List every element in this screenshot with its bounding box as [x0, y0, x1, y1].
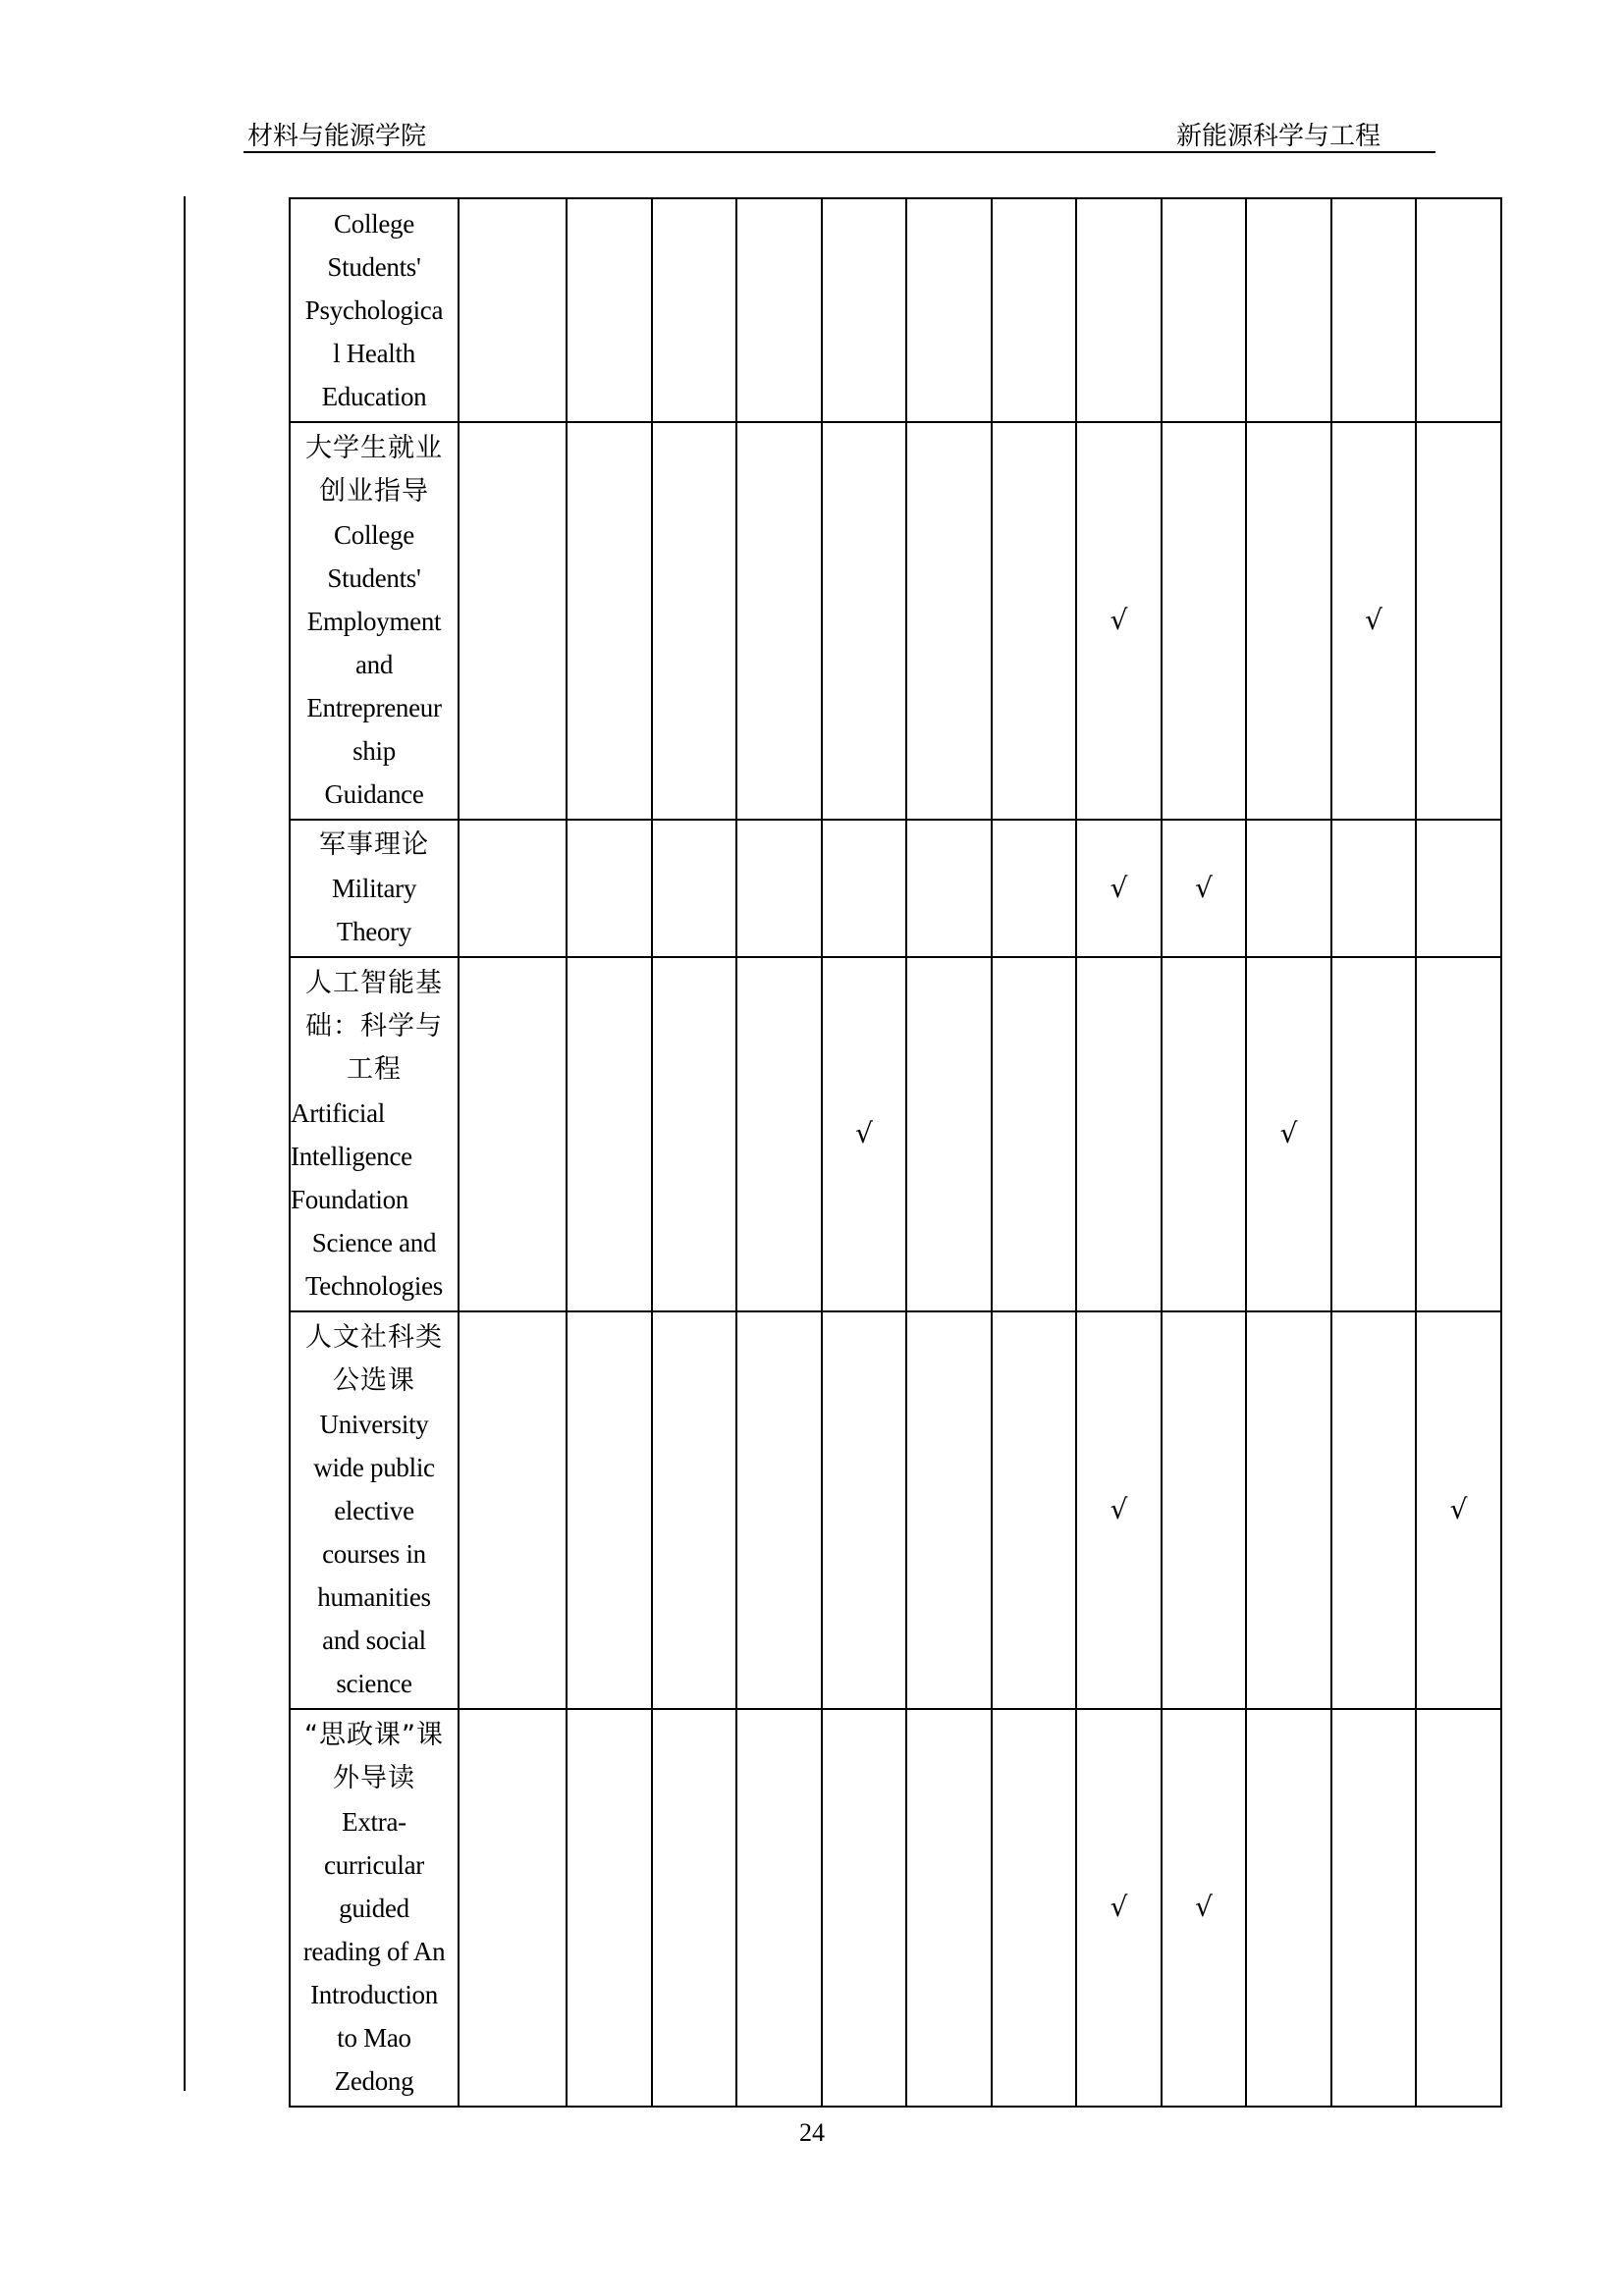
- requirement-cell: [736, 820, 822, 957]
- table-row: [290, 957, 1501, 1311]
- course-name-en-line: Zedong: [334, 2065, 414, 2096]
- requirement-cell: [906, 422, 992, 820]
- requirement-cell: [567, 1709, 652, 2107]
- course-name-en-line: Intelligence: [291, 1141, 412, 1171]
- requirement-cell: [822, 1311, 906, 1709]
- requirement-cell: [736, 422, 822, 820]
- course-name-en-line: Students': [327, 562, 421, 593]
- header-major-name: 新能源科学与工程: [1175, 122, 1380, 151]
- requirement-cell: [1076, 198, 1162, 422]
- requirement-cell: [652, 1311, 736, 1709]
- requirement-cell: [459, 1311, 567, 1709]
- course-name-zh-line: 公选课: [333, 1364, 415, 1396]
- course-name-en-line: courses in: [322, 1538, 426, 1569]
- check-mark: √: [1110, 871, 1128, 904]
- check-mark: √: [1279, 1117, 1298, 1149]
- course-name-cell: [290, 198, 459, 422]
- requirement-cell: [652, 820, 736, 957]
- course-name-en-line: College: [334, 519, 414, 550]
- course-name-zh-line: 础：科学与: [305, 1010, 443, 1041]
- check-mark: √: [855, 1117, 873, 1149]
- requirement-cell: [992, 820, 1076, 957]
- check-mark: √: [1365, 604, 1382, 636]
- requirement-cell: [567, 957, 652, 1311]
- course-name-cell: [290, 957, 459, 1311]
- requirement-cell: [459, 198, 567, 422]
- course-name-zh-line: 大学生就业: [305, 432, 443, 463]
- requirement-cell: [1331, 957, 1416, 1311]
- course-name-en-line: reading of An: [302, 1936, 446, 1966]
- course-name-en-line: science: [336, 1668, 412, 1698]
- requirement-cell: [992, 1709, 1076, 2107]
- binding-margin-line: [184, 196, 186, 2091]
- check-mark: √: [1449, 1493, 1468, 1525]
- requirement-cell: [992, 422, 1076, 820]
- requirement-cell: [567, 198, 652, 422]
- table-row: [290, 422, 1501, 820]
- course-name-en-line: guided: [339, 1893, 409, 1923]
- course-name-cell: [290, 1709, 459, 2107]
- requirement-cell: [1076, 1709, 1162, 2107]
- requirement-cell: [1246, 422, 1331, 820]
- check-mark: √: [1195, 1891, 1213, 1923]
- requirement-cell: [822, 198, 906, 422]
- requirement-cell: [822, 1709, 906, 2107]
- course-name-cell: [290, 820, 459, 957]
- requirement-cell: [736, 198, 822, 422]
- requirement-cell: [567, 422, 652, 820]
- course-name-en-line: Theory: [336, 917, 412, 946]
- page-number: 24: [799, 2118, 825, 2147]
- requirement-cell: [1162, 422, 1246, 820]
- requirement-cell: [906, 1311, 992, 1709]
- requirement-cell: [1076, 1311, 1162, 1709]
- requirement-cell: [1331, 1311, 1416, 1709]
- course-name-zh-line: 人工智能基: [305, 967, 443, 998]
- course-name-cell: [290, 1311, 459, 1709]
- course-name-en-line: and social: [322, 1625, 426, 1655]
- requirement-cell: [736, 1311, 822, 1709]
- check-mark: √: [1110, 1891, 1128, 1923]
- course-name-en-line: Military: [331, 874, 417, 903]
- course-name-en-line: Psychologica: [304, 295, 444, 325]
- table-row: [290, 1311, 1501, 1709]
- requirement-cell: [1331, 198, 1416, 422]
- requirement-cell: [1076, 422, 1162, 820]
- requirement-cell: [822, 422, 906, 820]
- requirement-cell: [1246, 1709, 1331, 2107]
- course-name-en-line: Guidance: [324, 778, 424, 809]
- requirement-cell: [1416, 1311, 1501, 1709]
- course-name-en-line: Extra-: [342, 1806, 406, 1837]
- requirement-cell: [1246, 1311, 1331, 1709]
- header-college-name: 材料与能源学院: [247, 122, 427, 151]
- course-name-en-line: curricular: [324, 1849, 424, 1880]
- course-name-en-line: ship: [352, 735, 396, 766]
- course-name-en-line: wide public: [313, 1452, 435, 1482]
- check-mark: √: [1195, 871, 1213, 904]
- course-name-zh-line: 军事理论: [319, 829, 429, 860]
- course-name-en-line: College: [334, 209, 414, 239]
- requirement-cell: [652, 957, 736, 1311]
- requirement-cell: [906, 820, 992, 957]
- course-name-en-line: Technologies: [305, 1270, 443, 1301]
- requirement-cell: [1416, 1709, 1501, 2107]
- requirement-cell: [1416, 820, 1501, 957]
- requirement-cell: [652, 198, 736, 422]
- requirement-cell: [906, 198, 992, 422]
- table-row: [290, 820, 1501, 957]
- course-requirement-matrix: [289, 197, 1502, 2108]
- requirement-cell: [1246, 957, 1331, 1311]
- requirement-cell: [1331, 422, 1416, 820]
- requirement-cell: [822, 957, 906, 1311]
- course-name-en-line: Students': [327, 252, 421, 282]
- course-name-en-line: University: [319, 1409, 429, 1439]
- course-name-zh-line: 创业指导: [319, 475, 429, 507]
- requirement-cell: [652, 1709, 736, 2107]
- table-row: [290, 1709, 1501, 2107]
- course-name-cell: [290, 422, 459, 820]
- requirement-cell: [459, 422, 567, 820]
- course-name-en-line: Introduction: [310, 1979, 438, 2009]
- requirement-cell: [1076, 820, 1162, 957]
- page-header: [244, 116, 1435, 153]
- requirement-cell: [1246, 198, 1331, 422]
- course-name-zh-line: “思政课”课: [304, 1719, 444, 1750]
- course-name-en-line: to Mao: [337, 2022, 411, 2053]
- check-mark: √: [1110, 604, 1128, 636]
- requirement-cell: [1331, 1709, 1416, 2107]
- requirement-cell: [1416, 198, 1501, 422]
- requirement-cell: [459, 1709, 567, 2107]
- requirement-cell: [992, 1311, 1076, 1709]
- requirement-cell: [992, 198, 1076, 422]
- requirement-cell: [1416, 422, 1501, 820]
- requirement-cell: [1162, 820, 1246, 957]
- check-mark: √: [1110, 1493, 1128, 1525]
- requirement-cell: [822, 820, 906, 957]
- requirement-cell: [906, 957, 992, 1311]
- course-name-zh-line: 人文社科类: [305, 1321, 443, 1353]
- requirement-cell: [459, 820, 567, 957]
- course-name-en-line: Education: [321, 382, 427, 411]
- course-name-en-line: Entrepreneur: [306, 692, 442, 722]
- course-name-en-line: elective: [334, 1495, 414, 1525]
- requirement-cell: [567, 1311, 652, 1709]
- requirement-cell: [1162, 1311, 1246, 1709]
- requirement-cell: [1162, 1709, 1246, 2107]
- requirement-cell: [567, 820, 652, 957]
- requirement-cell: [1246, 820, 1331, 957]
- course-name-en-line: Foundation: [291, 1184, 409, 1214]
- requirement-cell: [906, 1709, 992, 2107]
- course-name-en-line: and: [354, 649, 394, 679]
- course-name-en-line: Science and: [311, 1227, 437, 1257]
- course-name-en-line: Artificial: [291, 1097, 385, 1128]
- requirement-cell: [459, 957, 567, 1311]
- requirement-cell: [992, 957, 1076, 1311]
- requirement-cell: [652, 422, 736, 820]
- requirement-cell: [1331, 820, 1416, 957]
- requirement-cell: [1162, 957, 1246, 1311]
- requirement-cell: [736, 1709, 822, 2107]
- course-name-zh-line: 工程: [347, 1053, 402, 1085]
- course-name-en-line: l Health: [333, 339, 415, 368]
- requirement-cell: [1416, 957, 1501, 1311]
- course-name-en-line: Employment: [306, 606, 442, 636]
- requirement-cell: [1162, 198, 1246, 422]
- requirement-cell: [1076, 957, 1162, 1311]
- course-name-zh-line: 外导读: [333, 1762, 415, 1793]
- course-name-en-line: humanities: [317, 1581, 431, 1612]
- requirement-cell: [736, 957, 822, 1311]
- table-row: [290, 198, 1501, 422]
